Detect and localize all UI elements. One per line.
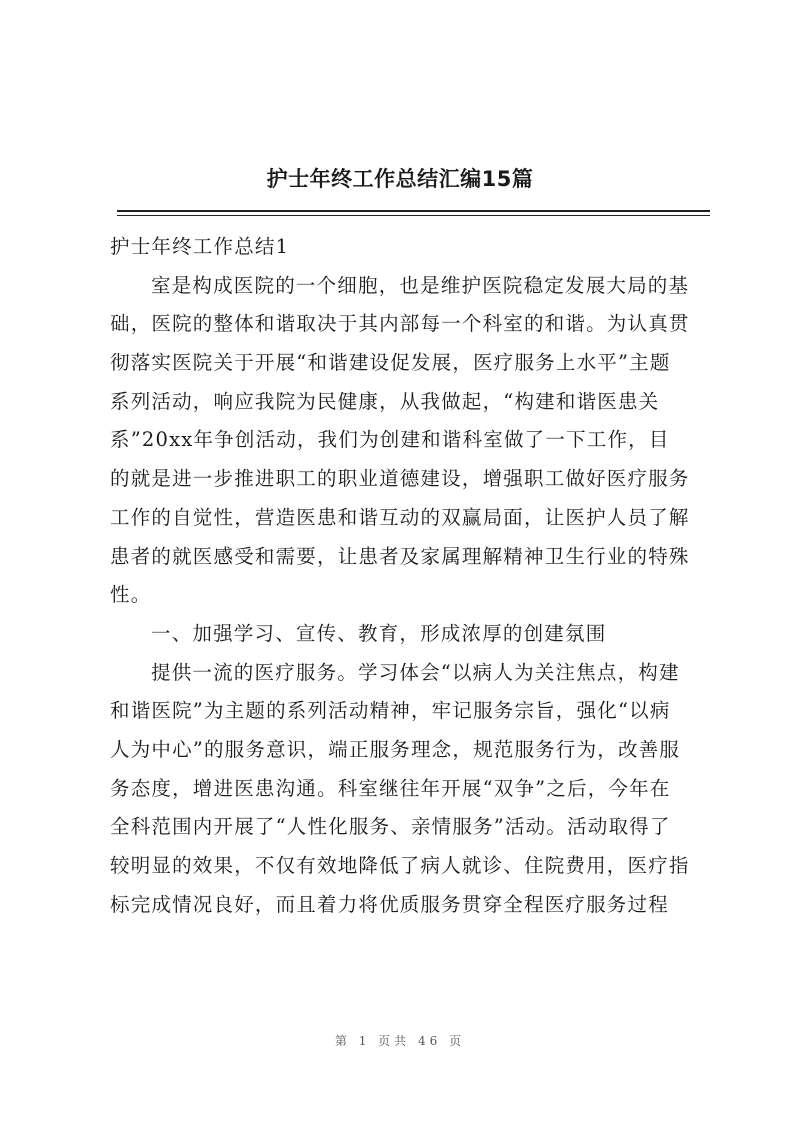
section-heading: 护士年终工作总结1 xyxy=(110,235,290,258)
text-line: 较明显的效果，不仅有效地降低了病人就诊、住院费用，医疗指 xyxy=(110,854,690,877)
document-body xyxy=(110,228,710,924)
text-line: 一、加强学习、宣传、教育，形成浓厚的创建氛围 xyxy=(151,621,607,645)
document-title: 护士年终工作总结汇编15篇 xyxy=(266,167,534,191)
text-line: 提供一流的医疗服务。学习体会“以病人为关注焦点，构建 xyxy=(151,660,680,684)
text-line: 务态度，增进医患沟通。科室继往年开展“双争”之后，今年在 xyxy=(110,776,671,800)
text-line: 系列活动，响应我院为民健康，从我做起，“构建和谐医患关 xyxy=(110,389,660,413)
text-line: 的就是进一步推进职工的职业道德建设，增强职工做好医疗服务 xyxy=(110,467,690,491)
title-rule-thin xyxy=(117,215,710,216)
paragraph-lines xyxy=(110,267,710,925)
text-line: 人为中心”的服务意识，端正服务理念，规范服务行为，改善服 xyxy=(110,737,681,761)
title-rule-thick xyxy=(117,210,710,212)
text-line: 彻落实医院关于开展“和谐建设促发展，医疗服务上水平”主题 xyxy=(110,351,671,375)
text-line: 室是构成医院的一个细胞，也是维护医院稳定发展大局的基 xyxy=(151,273,690,297)
page-footer: 第 1 页共 46 页 xyxy=(334,1034,466,1048)
text-line: 性。 xyxy=(110,583,152,607)
text-line: 础，医院的整体和谐取决于其内部每一个科室的和谐。为认真贯 xyxy=(110,312,690,336)
text-line: 工作的自觉性，营造医患和谐互动的双赢局面，让医护人员了解 xyxy=(110,505,690,529)
text-line: 标完成情况良好，而且着力将优质服务贯穿全程医疗服务过程 xyxy=(110,892,669,916)
text-line: 患者的就医感受和需要，让患者及家属理解精神卫生行业的特殊 xyxy=(110,544,690,568)
text-line: 全科范围内开展了“人性化服务、亲情服务”活动。活动取得了 xyxy=(110,815,671,839)
text-line: 系”20xx年争创活动，我们为创建和谐科室做了一下工作，目 xyxy=(110,428,670,452)
text-line: 和谐医院”为主题的系列活动精神，牢记服务宗旨，强化“以病 xyxy=(110,699,671,723)
